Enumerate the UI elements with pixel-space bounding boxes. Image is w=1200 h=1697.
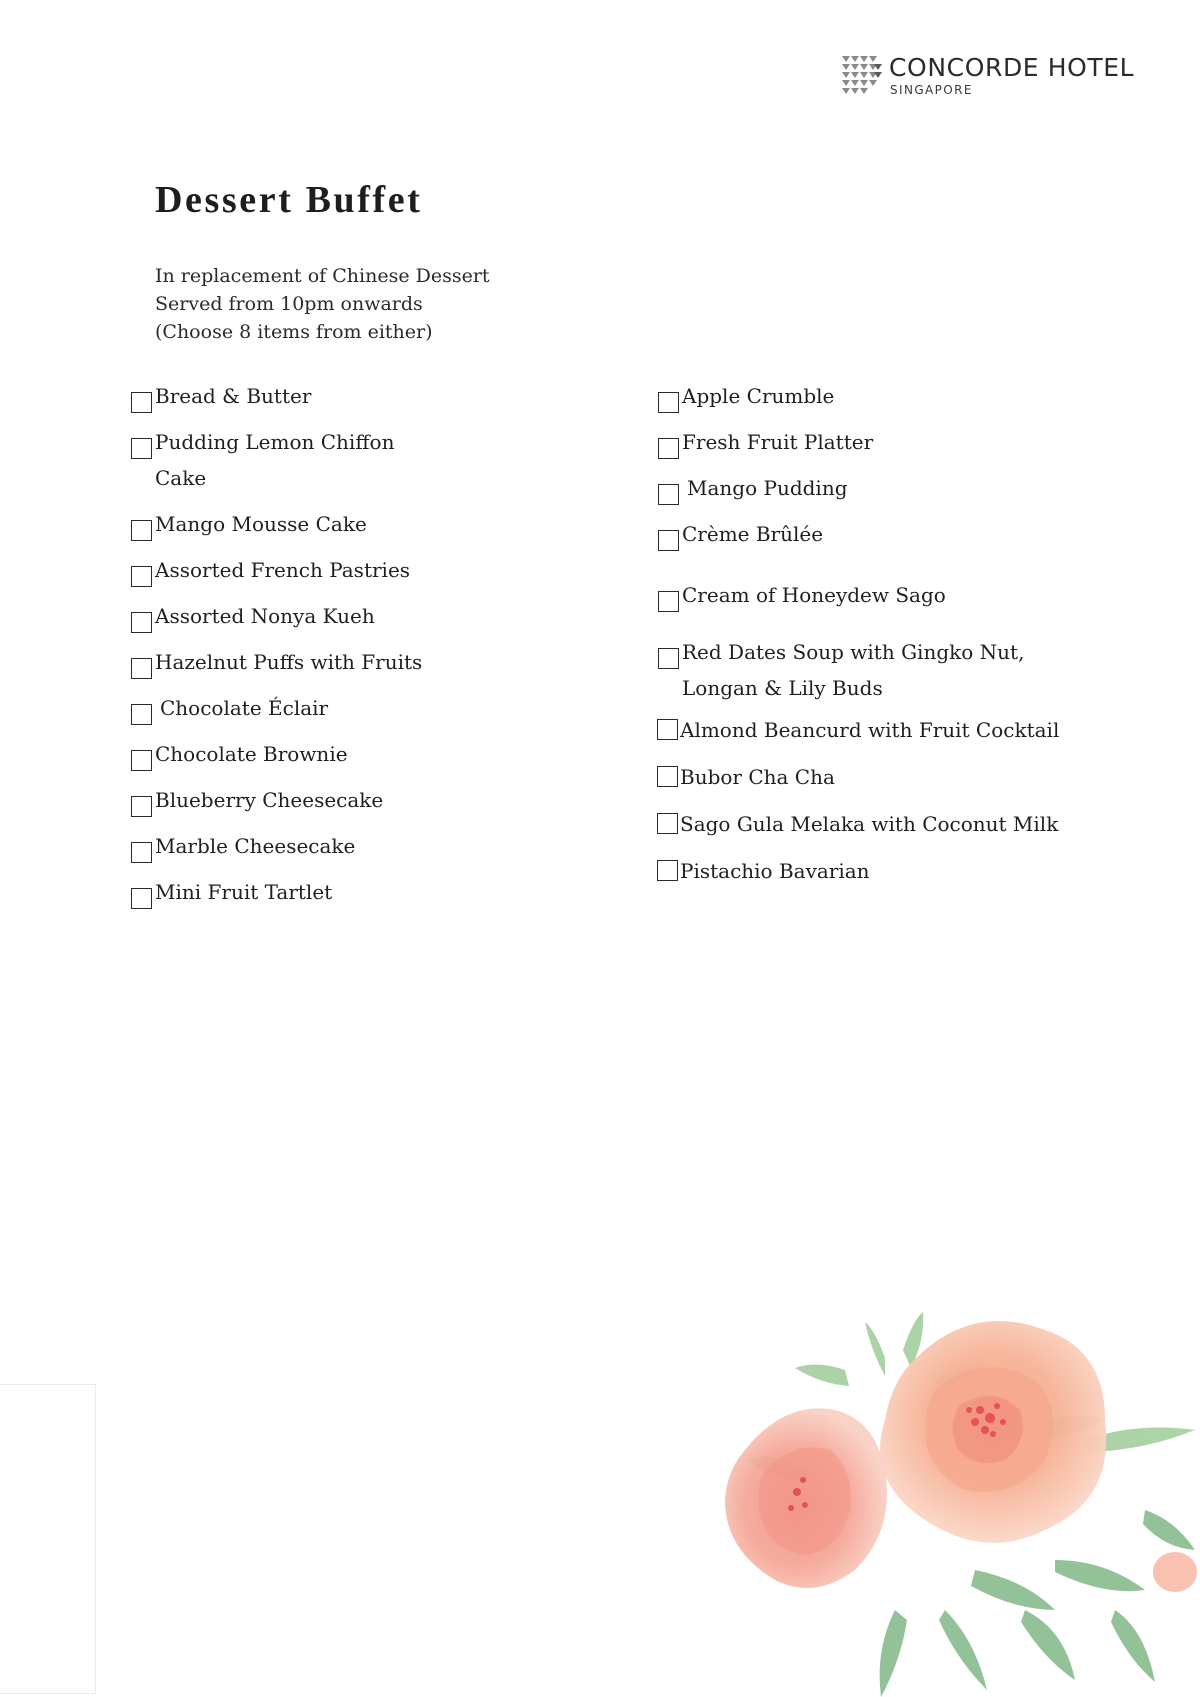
checkbox[interactable] (657, 719, 678, 740)
intro-text (155, 262, 490, 346)
menu-item-label: Assorted Nonya Kueh (155, 604, 375, 628)
checkbox[interactable] (131, 796, 152, 817)
checkbox[interactable] (658, 591, 679, 612)
menu-item-label: Bubor Cha Cha (680, 765, 835, 789)
menu-item-label: Chocolate Brownie (155, 742, 348, 766)
menu-item-label: Chocolate Éclair (160, 696, 329, 720)
menu-item-label: Cream of Honeydew Sago (682, 583, 946, 607)
menu-item-label: Bread & Butter (155, 384, 312, 408)
menu-item-label: Marble Cheesecake (155, 834, 356, 858)
checkbox[interactable] (131, 842, 152, 863)
checkbox[interactable] (658, 484, 679, 505)
checkbox[interactable] (657, 813, 678, 834)
menu-item-label: Pistachio Bavarian (680, 859, 870, 883)
menu-item-label: Apple Crumble (682, 384, 835, 408)
checkbox[interactable] (131, 704, 152, 725)
menu-item-label: Assorted French Pastries (155, 558, 411, 582)
hotel-name: CONCORDE HOTEL (889, 53, 1135, 82)
checkbox[interactable] (658, 530, 679, 551)
watercolor-roses-icon (725, 1310, 1200, 1697)
checkbox[interactable] (657, 766, 678, 787)
menu-item-label: Sago Gula Melaka with Coconut Milk (680, 812, 1059, 836)
menu-item-label: Red Dates Soup with Gingko Nut, (682, 640, 1025, 664)
menu-item-label: Mango Mousse Cake (155, 512, 367, 536)
checkbox[interactable] (658, 438, 679, 459)
menu-item-label: Crème Brûlée (682, 522, 824, 546)
checkbox[interactable] (131, 392, 152, 413)
menu-item-label: Cake (155, 466, 207, 490)
menu-item-label: Pudding Lemon Chiffon (155, 430, 395, 454)
intro-line: Served from 10pm onwards (155, 293, 423, 315)
page-edge-outline (0, 1384, 96, 1694)
checkbox[interactable] (658, 648, 679, 669)
checkbox[interactable] (131, 438, 152, 459)
checkbox[interactable] (657, 860, 678, 881)
logo-triangles-icon (842, 56, 882, 96)
menu-item-label: Mango Pudding (687, 476, 848, 500)
intro-line: (Choose 8 items from either) (155, 321, 433, 343)
checkbox[interactable] (131, 750, 152, 771)
hotel-location: SINGAPORE (890, 83, 973, 97)
checkbox[interactable] (131, 888, 152, 909)
menu-item-label: Blueberry Cheesecake (155, 788, 384, 812)
menu-item-label: Fresh Fruit Platter (682, 430, 874, 454)
hotel-logo (842, 54, 1142, 100)
menu-item-label: Longan & Lily Buds (682, 676, 883, 700)
menu-item-label: Mini Fruit Tartlet (155, 880, 333, 904)
menu-item-label: Almond Beancurd with Fruit Cocktail (680, 718, 1060, 742)
intro-line: In replacement of Chinese Dessert (155, 265, 490, 287)
checkbox[interactable] (131, 520, 152, 541)
checkbox[interactable] (131, 658, 152, 679)
checkbox[interactable] (131, 612, 152, 633)
menu-item-label: Hazelnut Puffs with Fruits (155, 650, 423, 674)
page-title: Dessert Buffet (155, 179, 423, 221)
checkbox[interactable] (658, 392, 679, 413)
checkbox[interactable] (131, 566, 152, 587)
